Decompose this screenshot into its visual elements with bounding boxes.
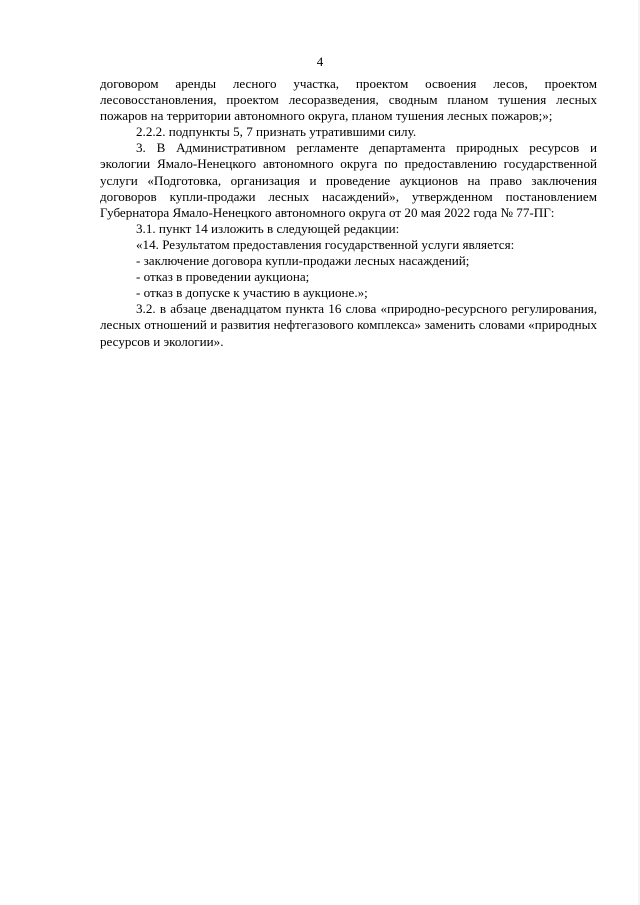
- page-number: 4: [316, 54, 324, 69]
- paragraph-2-2-2: 2.2.2. подпункты 5, 7 признать утратившими силу.: [136, 124, 417, 140]
- paragraph-14-result: «14. Результатом предоставления государственной услуги является:: [136, 236, 515, 252]
- paragraph-3-2: 3.2. в абзаце двенадцатом пункта 16 слова «природно-ресурсного регулирования, лесных отношений и развития нефтегазового комплекса» заменить словами «природных ресурсов и экологии».: [100, 301, 597, 349]
- paragraph-3-1: 3.1. пункт 14 изложить в следующей редакции:: [136, 220, 400, 236]
- list-item-refusal-admission: - отказ в допуске к участию в аукционе.»;: [136, 285, 368, 301]
- paragraph-3-admin-regulation: 3. В Административном регламенте департамента природных ресурсов и экологии Ямало-Ненецкого автономного округа по предоставлению государственной услуги «Подготовка, организация и проведение аукционов на право заключения договоров купли-продажи лесных насаждений», утвержденном постановлением Губернатора Ямало-Ненецкого автономного округа от 20 мая 2022 года № 77-ПГ:: [100, 140, 597, 220]
- list-item-contract: - заключение договора купли-продажи лесных насаждений;: [136, 253, 470, 269]
- document-body: [100, 76, 597, 350]
- paragraph-lease-continuation: договором аренды лесного участка, проектом освоения лесов, проектом лесовосстановления, проектом лесоразведения, сводным планом тушения лесных пожаров на территории автономного округа, планом тушения лесных пожаров;»;: [100, 76, 597, 124]
- list-item-refusal-auction: - отказ в проведении аукциона;: [136, 269, 310, 285]
